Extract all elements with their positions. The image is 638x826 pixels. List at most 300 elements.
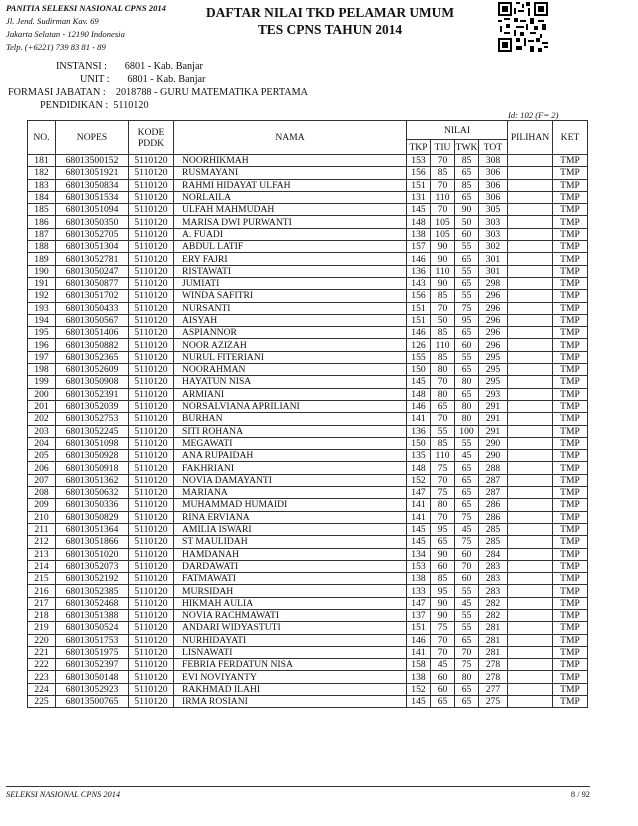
cell-kode: 5110120 [129, 548, 174, 560]
footer-divider [6, 786, 590, 787]
cell-nopes: 68013052365 [56, 351, 129, 363]
cell-nama: NOOR AZIZAH [174, 339, 407, 351]
cell-kode: 5110120 [129, 253, 174, 265]
cell-ket: TMP [553, 400, 588, 412]
cell-tkp: 136 [407, 265, 431, 277]
cell-nama: HAMDANAH [174, 548, 407, 560]
cell-nama: NOORHIKMAH [174, 155, 407, 167]
cell-kode: 5110120 [129, 499, 174, 511]
cell-kode: 5110120 [129, 511, 174, 523]
cell-ket: TMP [553, 548, 588, 560]
cell-tkp: 145 [407, 696, 431, 708]
page-number: 8 / 92 [570, 790, 590, 799]
cell-ket: TMP [553, 474, 588, 486]
cell-ket: TMP [553, 622, 588, 634]
cell-tot: 295 [479, 351, 508, 363]
cell-tot: 282 [479, 609, 508, 621]
cell-nama: NURUL FITERIANI [174, 351, 407, 363]
cell-nama: ARMIANI [174, 388, 407, 400]
cell-tiu: 90 [431, 253, 455, 265]
cell-kode: 5110120 [129, 265, 174, 277]
cell-tiu: 110 [431, 191, 455, 203]
cell-kode: 5110120 [129, 327, 174, 339]
cell-twk: 60 [455, 339, 479, 351]
cell-pilihan [508, 597, 553, 609]
cell-tot: 283 [479, 573, 508, 585]
cell-tkp: 157 [407, 241, 431, 253]
cell-nopes: 68013052397 [56, 659, 129, 671]
cell-pilihan [508, 683, 553, 695]
cell-nopes: 68013050524 [56, 622, 129, 634]
cell-tkp: 146 [407, 634, 431, 646]
cell-ket: TMP [553, 204, 588, 216]
cell-twk: 60 [455, 228, 479, 240]
cell-nopes: 68013052073 [56, 560, 129, 572]
cell-pilihan [508, 548, 553, 560]
cell-tiu: 95 [431, 523, 455, 535]
cell-pilihan [508, 327, 553, 339]
cell-twk: 75 [455, 302, 479, 314]
cell-tiu: 85 [431, 290, 455, 302]
cell-nopes: 68013050632 [56, 487, 129, 499]
cell-twk: 95 [455, 314, 479, 326]
table-row [28, 536, 588, 548]
cell-no: 204 [28, 437, 56, 449]
cell-nama: BURHAN [174, 413, 407, 425]
cell-pilihan [508, 179, 553, 191]
cell-ket: TMP [553, 290, 588, 302]
cell-tkp: 134 [407, 548, 431, 560]
cell-nopes: 68013050829 [56, 511, 129, 523]
cell-tiu: 80 [431, 364, 455, 376]
cell-tkp: 153 [407, 560, 431, 572]
cell-tiu: 90 [431, 609, 455, 621]
cell-nama: SITI ROHANA [174, 425, 407, 437]
cell-pilihan [508, 487, 553, 499]
cell-no: 223 [28, 671, 56, 683]
cell-twk: 80 [455, 671, 479, 683]
cell-ket: TMP [553, 155, 588, 167]
cell-nopes: 68013050350 [56, 216, 129, 228]
cell-no: 220 [28, 634, 56, 646]
cell-tiu: 60 [431, 671, 455, 683]
header-no: NO. [28, 121, 56, 155]
title-line-1: DAFTAR NILAI TKD PELAMAR UMUM [206, 5, 454, 20]
cell-twk: 85 [455, 155, 479, 167]
cell-tiu: 105 [431, 228, 455, 240]
table-row [28, 548, 588, 560]
cell-twk: 55 [455, 609, 479, 621]
cell-nopes: 68013051364 [56, 523, 129, 535]
cell-tiu: 70 [431, 302, 455, 314]
org-phone: Telp. (+6221) 739 83 81 - 89 [6, 42, 106, 52]
cell-tot: 306 [479, 167, 508, 179]
table-row [28, 265, 588, 277]
cell-tkp: 151 [407, 622, 431, 634]
cell-tot: 286 [479, 511, 508, 523]
cell-kode: 5110120 [129, 597, 174, 609]
cell-kode: 5110120 [129, 179, 174, 191]
cell-tkp: 146 [407, 400, 431, 412]
table-row [28, 191, 588, 203]
cell-nopes: 68013050567 [56, 314, 129, 326]
cell-twk: 65 [455, 364, 479, 376]
table-row [28, 511, 588, 523]
cell-twk: 55 [455, 290, 479, 302]
cell-tot: 296 [479, 314, 508, 326]
cell-no: 225 [28, 696, 56, 708]
cell-nama: A. FUADI [174, 228, 407, 240]
cell-nama: RAKHMAD ILAHI [174, 683, 407, 695]
table-row [28, 253, 588, 265]
cell-twk: 80 [455, 400, 479, 412]
cell-pilihan [508, 351, 553, 363]
cell-nopes: 68013051534 [56, 191, 129, 203]
cell-twk: 70 [455, 646, 479, 658]
table-row [28, 400, 588, 412]
cell-twk: 65 [455, 167, 479, 179]
cell-no: 187 [28, 228, 56, 240]
cell-pilihan [508, 388, 553, 400]
cell-tkp: 135 [407, 450, 431, 462]
cell-tkp: 148 [407, 462, 431, 474]
table-row [28, 179, 588, 191]
cell-pilihan [508, 204, 553, 216]
cell-no: 213 [28, 548, 56, 560]
cell-ket: TMP [553, 376, 588, 388]
cell-no: 186 [28, 216, 56, 228]
footer-label: SELEKSI NASIONAL CPNS 2014 [6, 790, 121, 799]
cell-kode: 5110120 [129, 155, 174, 167]
cell-tkp: 151 [407, 179, 431, 191]
cell-tkp: 145 [407, 204, 431, 216]
cell-ket: TMP [553, 634, 588, 646]
cell-pilihan [508, 560, 553, 572]
table-row [28, 560, 588, 572]
cell-nopes: 68013052468 [56, 597, 129, 609]
cell-nopes: 68013050433 [56, 302, 129, 314]
cell-kode: 5110120 [129, 364, 174, 376]
cell-pilihan [508, 437, 553, 449]
cell-tiu: 65 [431, 400, 455, 412]
cell-twk: 75 [455, 659, 479, 671]
cell-nopes: 68013052753 [56, 413, 129, 425]
cell-tkp: 131 [407, 191, 431, 203]
cell-tot: 278 [479, 671, 508, 683]
cell-tiu: 70 [431, 155, 455, 167]
cell-ket: TMP [553, 511, 588, 523]
cell-tot: 283 [479, 560, 508, 572]
cell-twk: 65 [455, 683, 479, 695]
table-row [28, 277, 588, 289]
cell-nopes: 68013052609 [56, 364, 129, 376]
cell-ket: TMP [553, 388, 588, 400]
cell-nopes: 68013051020 [56, 548, 129, 560]
cell-no: 219 [28, 622, 56, 634]
cell-kode: 5110120 [129, 696, 174, 708]
cell-nama: ABDUL LATIF [174, 241, 407, 253]
cell-twk: 65 [455, 499, 479, 511]
cell-tiu: 85 [431, 167, 455, 179]
cell-nopes: 68013052705 [56, 228, 129, 240]
cell-nopes: 68013051304 [56, 241, 129, 253]
cell-kode: 5110120 [129, 437, 174, 449]
cell-pilihan [508, 400, 553, 412]
cell-tkp: 138 [407, 228, 431, 240]
cell-nopes: 68013052923 [56, 683, 129, 695]
cell-ket: TMP [553, 413, 588, 425]
cell-pilihan [508, 265, 553, 277]
cell-ket: TMP [553, 241, 588, 253]
cell-pilihan [508, 499, 553, 511]
cell-tot: 296 [479, 290, 508, 302]
cell-twk: 55 [455, 622, 479, 634]
cell-ket: TMP [553, 597, 588, 609]
cell-twk: 55 [455, 241, 479, 253]
cell-tiu: 65 [431, 696, 455, 708]
cell-nama: NURHIDAYATI [174, 634, 407, 646]
cell-nama: NOVIA DAMAYANTI [174, 474, 407, 486]
cell-nopes: 68013051921 [56, 167, 129, 179]
cell-tkp: 147 [407, 597, 431, 609]
cell-ket: TMP [553, 683, 588, 695]
cell-no: 211 [28, 523, 56, 535]
table-row [28, 351, 588, 363]
cell-ket: TMP [553, 585, 588, 597]
cell-tiu: 90 [431, 241, 455, 253]
cell-ket: TMP [553, 462, 588, 474]
cell-no: 216 [28, 585, 56, 597]
cell-nama: NOORAHMAN [174, 364, 407, 376]
cell-twk: 60 [455, 573, 479, 585]
cell-tkp: 150 [407, 437, 431, 449]
cell-twk: 70 [455, 560, 479, 572]
cell-nama: ERY FAJRI [174, 253, 407, 265]
cell-tot: 291 [479, 400, 508, 412]
cell-nama: NORSALVIANA APRILIANI [174, 400, 407, 412]
table-row [28, 523, 588, 535]
cell-nama: RUSMAYANI [174, 167, 407, 179]
cell-no: 188 [28, 241, 56, 253]
cell-kode: 5110120 [129, 487, 174, 499]
cell-no: 189 [28, 253, 56, 265]
cell-kode: 5110120 [129, 462, 174, 474]
table-row [28, 659, 588, 671]
cell-nama: ST MAULIDAH [174, 536, 407, 548]
cell-nama: FEBRIA FERDATUN NISA [174, 659, 407, 671]
cell-nopes: 68013050148 [56, 671, 129, 683]
table-row [28, 646, 588, 658]
cell-nopes: 68013050882 [56, 339, 129, 351]
cell-ket: TMP [553, 364, 588, 376]
table-row [28, 634, 588, 646]
cell-tiu: 110 [431, 450, 455, 462]
cell-no: 192 [28, 290, 56, 302]
cell-tiu: 70 [431, 413, 455, 425]
cell-tiu: 75 [431, 622, 455, 634]
cell-ket: TMP [553, 327, 588, 339]
cell-pilihan [508, 314, 553, 326]
cell-no: 193 [28, 302, 56, 314]
cell-tkp: 155 [407, 351, 431, 363]
cell-nama: WINDA SAFITRI [174, 290, 407, 302]
cell-tot: 283 [479, 585, 508, 597]
cell-nopes: 68013050918 [56, 462, 129, 474]
header-tkp: TKP [407, 140, 431, 155]
cell-nama: FAKHRIANI [174, 462, 407, 474]
cell-tkp: 156 [407, 167, 431, 179]
cell-nopes: 68013051406 [56, 327, 129, 339]
header-twk: TWK [455, 141, 478, 153]
cell-kode: 5110120 [129, 388, 174, 400]
cell-twk: 65 [455, 696, 479, 708]
cell-ket: TMP [553, 425, 588, 437]
cell-nama: ASPIANNOR [174, 327, 407, 339]
table-row [28, 474, 588, 486]
cell-ket: TMP [553, 560, 588, 572]
cell-nama: NOVIA RACHMAWATI [174, 609, 407, 621]
cell-tiu: 60 [431, 683, 455, 695]
cell-kode: 5110120 [129, 228, 174, 240]
cell-twk: 80 [455, 376, 479, 388]
cell-nopes: 68013051094 [56, 204, 129, 216]
cell-nopes: 68013052192 [56, 573, 129, 585]
cell-nopes: 68013050908 [56, 376, 129, 388]
table-row [28, 437, 588, 449]
cell-tot: 275 [479, 696, 508, 708]
cell-nopes: 68013051753 [56, 634, 129, 646]
cell-twk: 80 [455, 413, 479, 425]
table-row [28, 573, 588, 585]
cell-twk: 65 [455, 634, 479, 646]
cell-nama: MARISA DWI PURWANTI [174, 216, 407, 228]
table-row [28, 609, 588, 621]
cell-twk: 75 [455, 511, 479, 523]
cell-tot: 281 [479, 646, 508, 658]
cell-ket: TMP [553, 659, 588, 671]
cell-kode: 5110120 [129, 671, 174, 683]
cell-tiu: 70 [431, 634, 455, 646]
cell-kode: 5110120 [129, 634, 174, 646]
cell-tkp: 152 [407, 474, 431, 486]
cell-kode: 5110120 [129, 302, 174, 314]
cell-tot: 285 [479, 523, 508, 535]
cell-ket: TMP [553, 536, 588, 548]
cell-tot: 296 [479, 327, 508, 339]
cell-ket: TMP [553, 646, 588, 658]
cell-twk: 55 [455, 585, 479, 597]
table-row [28, 364, 588, 376]
header-tiu: TIU [431, 140, 455, 155]
cell-tot: 291 [479, 413, 508, 425]
cell-kode: 5110120 [129, 474, 174, 486]
cell-tiu: 65 [431, 536, 455, 548]
cell-pilihan [508, 413, 553, 425]
cell-ket: TMP [553, 167, 588, 179]
cell-kode: 5110120 [129, 191, 174, 203]
table-row [28, 597, 588, 609]
cell-nama: FATMAWATI [174, 573, 407, 585]
cell-nopes: 68013050247 [56, 265, 129, 277]
cell-tiu: 110 [431, 265, 455, 277]
qr-code-icon [498, 2, 548, 52]
cell-ket: TMP [553, 487, 588, 499]
cell-nama: MURSIDAH [174, 585, 407, 597]
table-row [28, 327, 588, 339]
cell-tiu: 80 [431, 499, 455, 511]
cell-tot: 302 [479, 241, 508, 253]
cell-nama: IRMA ROSIANI [174, 696, 407, 708]
cell-tiu: 70 [431, 204, 455, 216]
cell-tot: 290 [479, 437, 508, 449]
cell-ket: TMP [553, 450, 588, 462]
cell-tkp: 137 [407, 609, 431, 621]
cell-nama: AISYAH [174, 314, 407, 326]
cell-tiu: 55 [431, 425, 455, 437]
cell-tiu: 75 [431, 462, 455, 474]
table-row [28, 241, 588, 253]
cell-tiu: 85 [431, 437, 455, 449]
cell-pilihan [508, 536, 553, 548]
cell-tkp: 138 [407, 573, 431, 585]
cell-pilihan [508, 302, 553, 314]
cell-nama: MUHAMMAD HUMAIDI [174, 499, 407, 511]
cell-kode: 5110120 [129, 573, 174, 585]
cell-no: 183 [28, 179, 56, 191]
cell-no: 206 [28, 462, 56, 474]
cell-pilihan [508, 450, 553, 462]
table-row [28, 376, 588, 388]
cell-tiu: 70 [431, 646, 455, 658]
cell-tot: 278 [479, 659, 508, 671]
table-row [28, 462, 588, 474]
cell-nopes: 68013052385 [56, 585, 129, 597]
org-city: Jakarta Selatan - 12190 Indonesia [6, 29, 125, 39]
cell-kode: 5110120 [129, 523, 174, 535]
cell-tot: 287 [479, 474, 508, 486]
cell-tiu: 90 [431, 597, 455, 609]
cell-tot: 281 [479, 622, 508, 634]
cell-kode: 5110120 [129, 167, 174, 179]
cell-pilihan [508, 253, 553, 265]
table-row [28, 314, 588, 326]
cell-tiu: 105 [431, 216, 455, 228]
cell-nama: RAHMI HIDAYAT ULFAH [174, 179, 407, 191]
cell-kode: 5110120 [129, 376, 174, 388]
cell-tot: 293 [479, 388, 508, 400]
header-tot: TOT [479, 140, 508, 155]
cell-ket: TMP [553, 351, 588, 363]
cell-ket: TMP [553, 339, 588, 351]
cell-no: 207 [28, 474, 56, 486]
table-row [28, 585, 588, 597]
cell-twk: 45 [455, 450, 479, 462]
cell-pilihan [508, 290, 553, 302]
cell-pilihan [508, 425, 553, 437]
cell-tkp: 151 [407, 314, 431, 326]
cell-nama: RISTAWATI [174, 265, 407, 277]
cell-pilihan [508, 622, 553, 634]
cell-nopes: 68013050928 [56, 450, 129, 462]
cell-no: 190 [28, 265, 56, 277]
table-row [28, 622, 588, 634]
cell-tot: 281 [479, 634, 508, 646]
cell-tiu: 85 [431, 327, 455, 339]
cell-pilihan [508, 167, 553, 179]
cell-no: 224 [28, 683, 56, 695]
cell-nama: EVI NOVIYANTY [174, 671, 407, 683]
cell-tot: 301 [479, 265, 508, 277]
